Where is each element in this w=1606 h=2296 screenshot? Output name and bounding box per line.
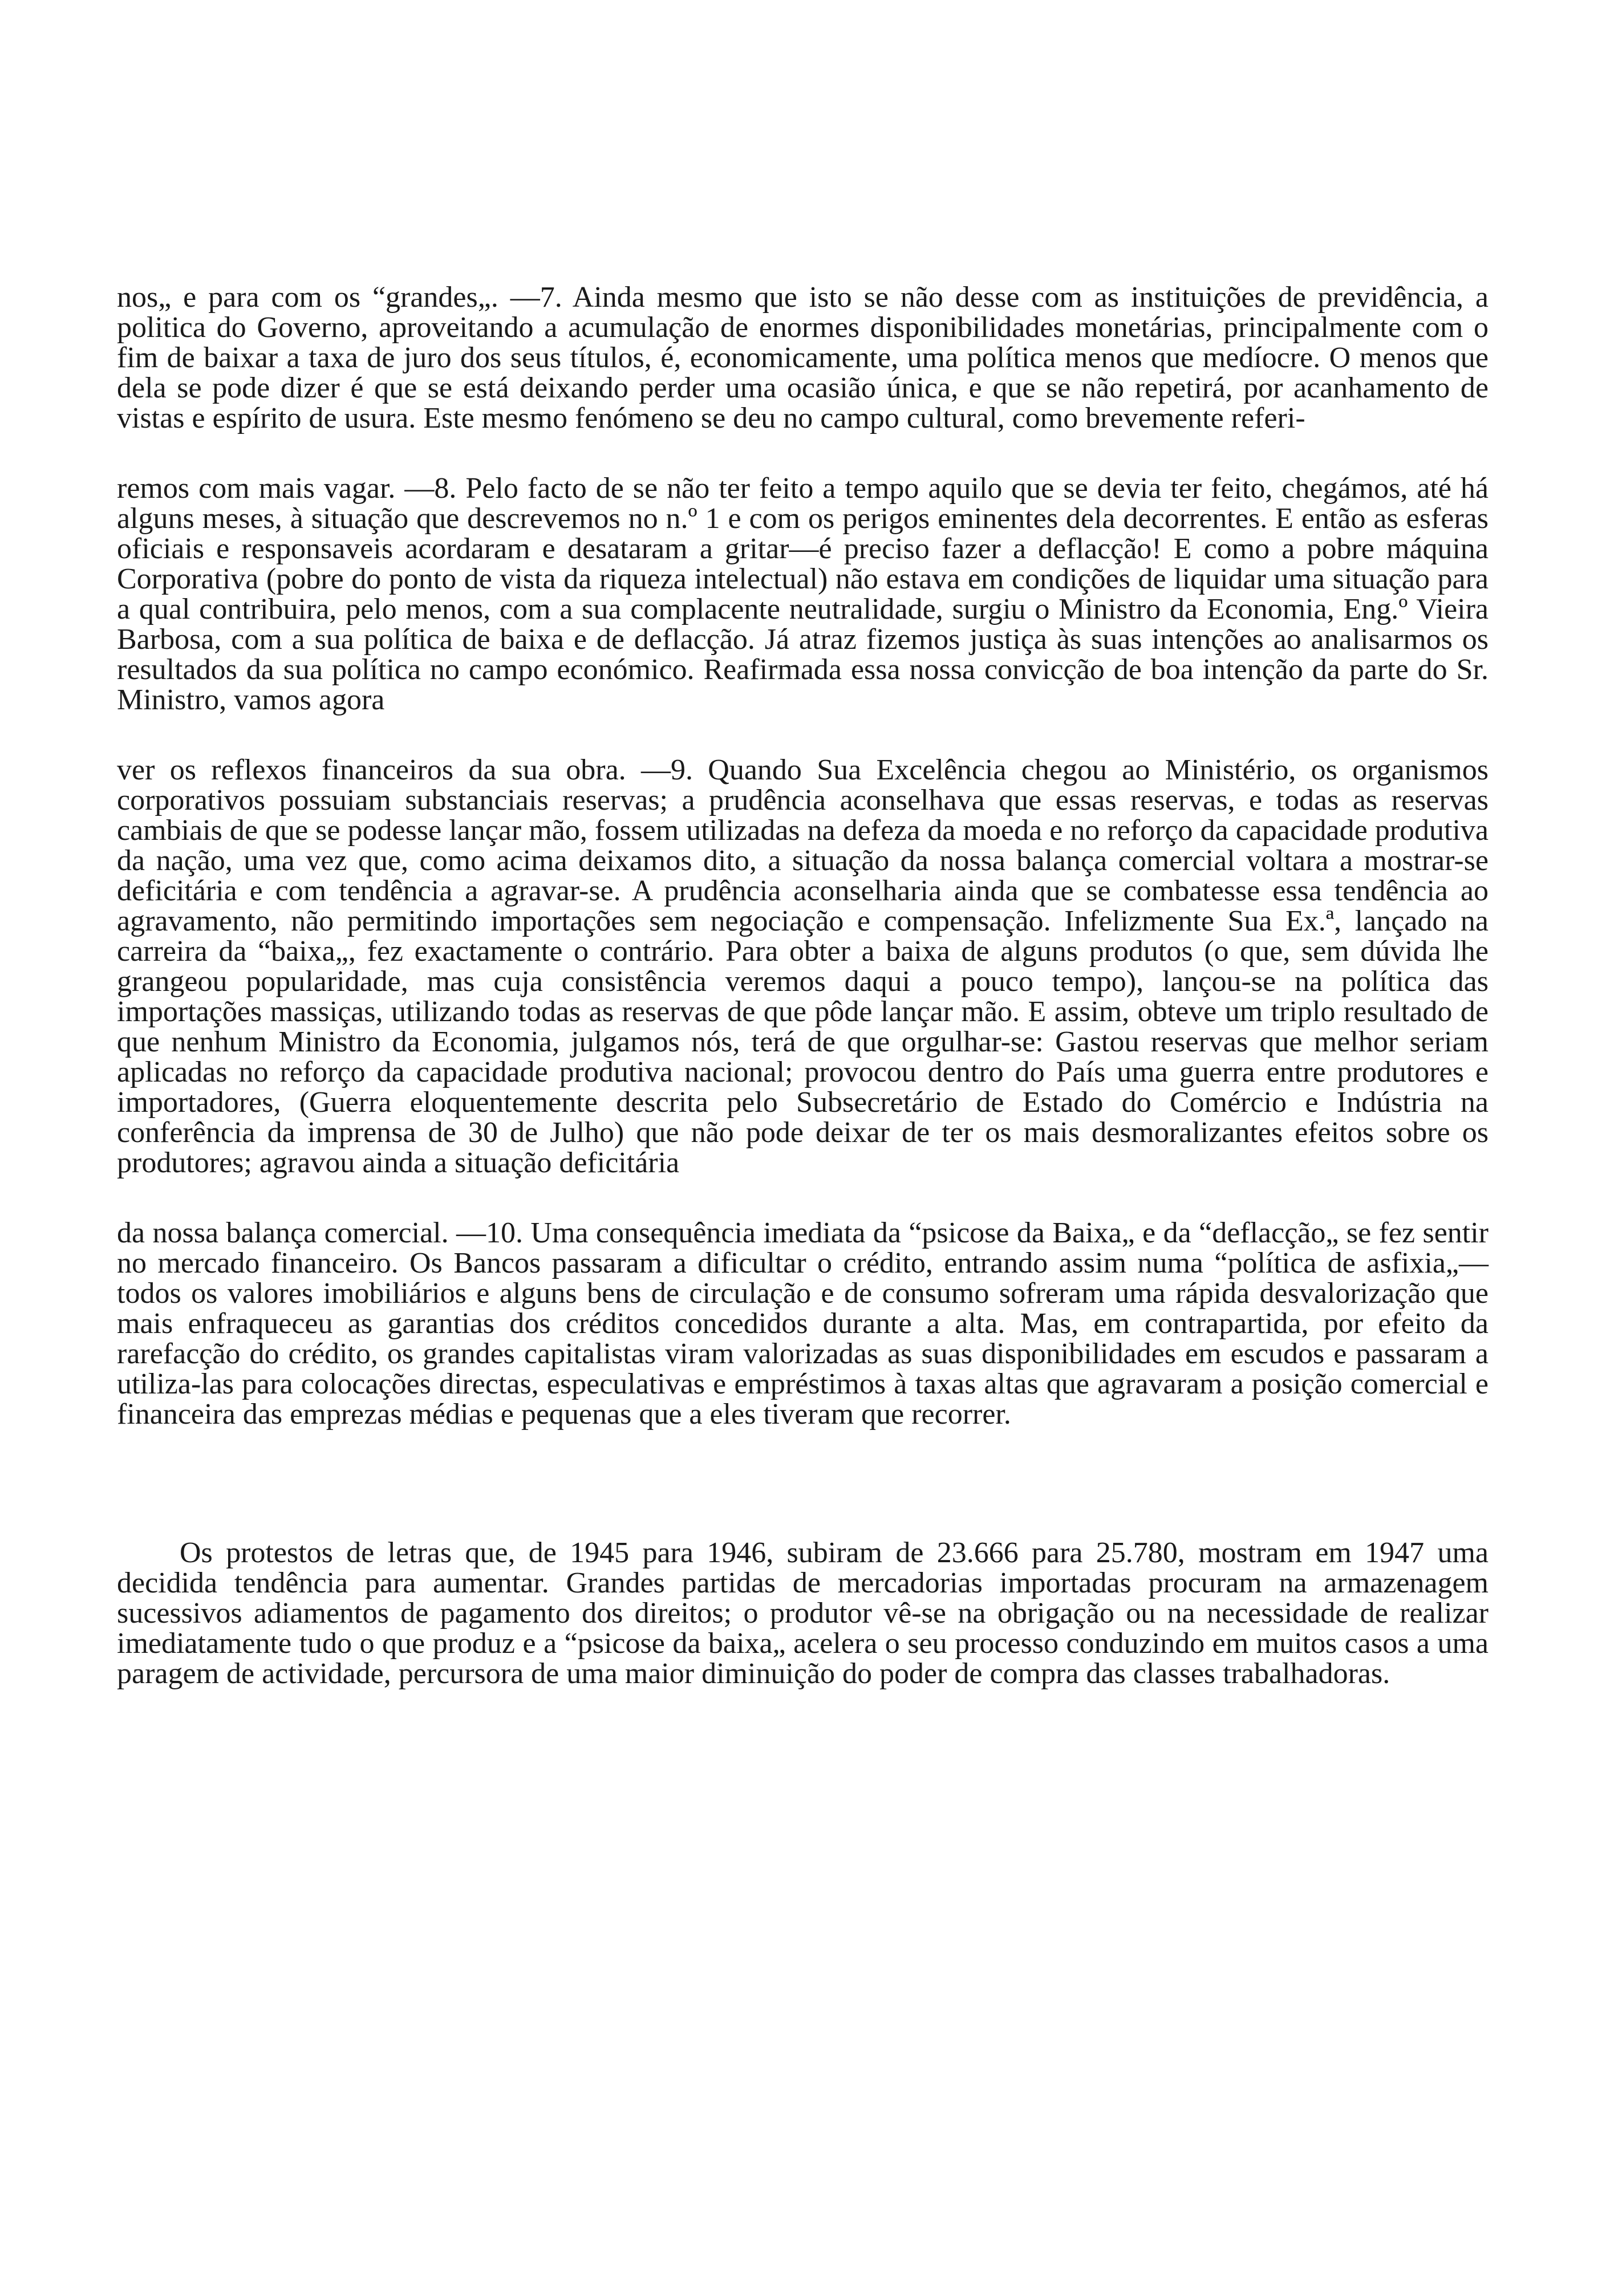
document-page (117, 282, 1489, 1689)
paragraph-1: nos„ e para com os “grandes„. —7. Ainda mesmo que isto se não desse com as instituições de previdência, a politica do Governo, aproveitando a acumulação de enormes disponibilidades monetárias, principalmente com o fim de baixar a taxa de juro dos seus títulos, é, economicamente, uma política menos que medíocre. O menos que dela se pode dizer é que se está deixando perder uma ocasião única, e que se não repetirá, por acanhamento de vistas e espírito de usura. Este mesmo fenómeno se deu no campo cultural, como brevemente referi- (117, 281, 1489, 434)
paragraph-3: ver os reflexos financeiros da sua obra. —9. Quando Sua Excelência chegou ao Ministério, os organismos corporativos possuiam substanciais reservas; a prudência aconselhava que essas reservas, e todas as reservas cambiais de que se podesse lançar mão, fossem utilizadas na defeza da moeda e no reforço da capacidade produtiva da nação, uma vez que, como acima deixamos dito, a situação da nossa balança comercial voltara a mostrar-se deficitária e com tendência a agravar-se. A prudência aconselharia ainda que se combatesse essa tendência ao agravamento, não permitindo importações sem negociação e compensação. Infelizmente Sua Ex.ª, lançado na carreira da “baixa„, fez exactamente o contrário. Para obter a baixa de alguns produtos (o que, sem dúvida lhe grangeou popularidade, mas cuja consistência veremos daqui a pouco tempo), lançou-se na política das importações massiças, utilizando todas as reservas de que pôde lançar mão. E assim, obteve um triplo resultado de que nenhum Ministro da Economia, julgamos nós, terá de que orgulhar-se: Gastou reservas que melhor seriam aplicadas no reforço da capacidade produtiva nacional; provocou dentro do País uma guerra entre produtores e importadores, (Guerra eloquentemente descrita pelo Subsecretário de Estado do Comércio e Indústria na conferência da imprensa de 30 de Julho) que não pode deixar de ter os mais desmoralizantes efeitos sobre os produtores; agravou ainda a situação deficitária (117, 754, 1489, 1179)
paragraph-5: Os protestos de letras que, de 1945 para 1946, subiram de 23.666 para 25.780, mostram em 1947 uma decidida tendência para aumentar. Grandes partidas de mercadorias importadas procuram na armazenagem sucessivos adiamentos de pagamento dos direitos; o produtor vê-se na obrigação ou na necessidade de realizar imediatamente tudo o que produz e a “psicose da baixa„ acelera o seu processo conduzindo em muitos casos a uma paragem de actividade, percursora de uma maior diminuição do poder de compra das classes trabalhadoras. (117, 1537, 1489, 1690)
paragraph-2: remos com mais vagar. —8. Pelo facto de se não ter feito a tempo aquilo que se devia ter feito, chegámos, até há alguns meses, à situação que descrevemos no n.º 1 e com os perigos eminentes dela decorrentes. E então as esferas oficiais e responsaveis acordaram e desataram a gritar—é preciso fazer a deflacção! E como a pobre máquina Corporativa (pobre do ponto de vista da riqueza intelectual) não estava em condições de liquidar uma situação para a qual contribuira, pelo menos, com a sua complacente neutralidade, surgiu o Ministro da Economia, Eng.º Vieira Barbosa, com a sua política de baixa e de deflacção. Já atraz fizemos justiça às suas intenções ao analisarmos os resultados da sua política no campo económico. Reafirmada essa nossa convicção de boa intenção da parte do Sr. Ministro, vamos agora (117, 472, 1489, 716)
paragraph-4: da nossa balança comercial. —10. Uma consequência imediata da “psicose da Baixa„ e da “deflacção„ se fez sentir no mercado financeiro. Os Bancos passaram a dificultar o crédito, entrando assim numa “política de asfixia„—todos os valores imobiliários e alguns bens de circulação e de consumo sofreram uma rápida desvalorização que mais enfraqueceu as garantias dos créditos concedidos durante a alta. Mas, em contrapartida, por efeito da rarefacção do crédito, os grandes capitalistas viram valorizadas as suas disponibilidades em escudos e passaram a utiliza-las para colocações directas, especulativas e empréstimos à taxas altas que agravaram a posição comercial e financeira das emprezas médias e pequenas que a eles tiveram que recorrer. (117, 1217, 1489, 1431)
